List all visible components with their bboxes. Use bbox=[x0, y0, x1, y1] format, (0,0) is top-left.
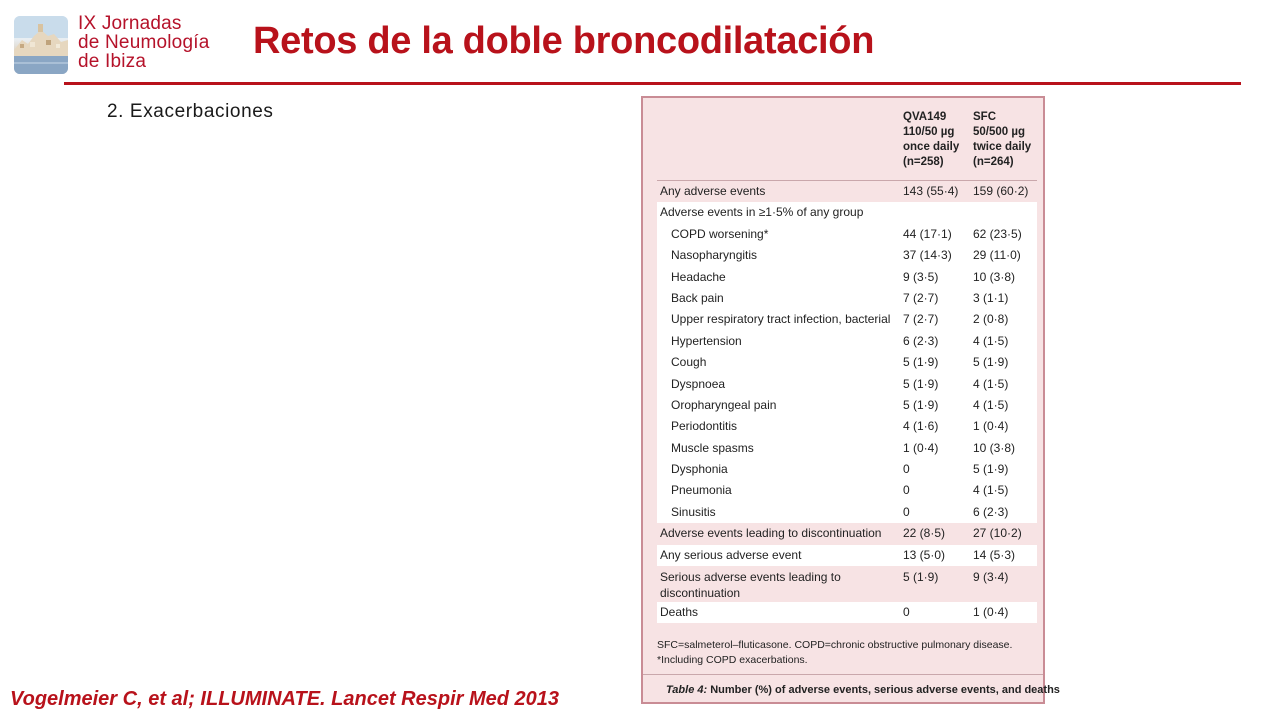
row-value-sfc: 14 (5·3) bbox=[973, 547, 1016, 562]
row-value-sfc: 27 (10·2) bbox=[973, 526, 1022, 541]
row-value-qva149: 13 (5·0) bbox=[903, 547, 946, 562]
table-row bbox=[657, 523, 1037, 544]
table-row bbox=[657, 352, 1037, 373]
row-label: Hypertension bbox=[671, 333, 742, 348]
row-value-sfc: 10 (3·8) bbox=[973, 269, 1016, 284]
caption-label: Table 4: bbox=[666, 684, 708, 696]
row-label: Periodontitis bbox=[671, 419, 738, 434]
table-row bbox=[657, 566, 1037, 602]
row-value-qva149: 0 bbox=[903, 504, 910, 519]
row-label: COPD worsening* bbox=[671, 226, 769, 241]
row-value-sfc: 4 (1·5) bbox=[973, 376, 1009, 391]
row-value-qva149: 143 (55·4) bbox=[903, 184, 959, 198]
footnote: SFC=salmeterol–fluticasone. COPD=chronic obstructive pulmonary disease. bbox=[657, 639, 1013, 651]
table-row bbox=[657, 288, 1037, 309]
row-label: Deaths bbox=[660, 605, 699, 620]
row-value-sfc: 4 (1·5) bbox=[973, 333, 1009, 348]
row-label: Adverse events in ≥1·5% of any group bbox=[660, 205, 864, 220]
header-line: SFC bbox=[973, 111, 996, 123]
slide-title: Retos de la doble broncodilatación bbox=[253, 20, 875, 62]
header-line: (n=258) bbox=[903, 156, 944, 168]
row-value-qva149: 5 (1·9) bbox=[903, 355, 939, 370]
row-value-sfc: 1 (0·4) bbox=[973, 605, 1009, 620]
table-row bbox=[657, 245, 1037, 266]
row-value-qva149: 0 bbox=[903, 483, 910, 498]
row-label: Sinusitis bbox=[671, 504, 716, 519]
table-row bbox=[657, 545, 1037, 566]
row-value-sfc: 6 (2·3) bbox=[973, 504, 1009, 519]
table-row bbox=[657, 202, 1037, 223]
row-value-qva149: 37 (14·3) bbox=[903, 248, 952, 263]
title-divider bbox=[64, 82, 1241, 85]
table-row bbox=[657, 309, 1037, 330]
row-value-qva149: 7 (2·7) bbox=[903, 290, 939, 305]
row-value-sfc: 5 (1·9) bbox=[973, 462, 1009, 477]
header-line: 50/500 µg bbox=[973, 126, 1026, 138]
table-row bbox=[657, 374, 1037, 395]
row-value-sfc: 29 (11·0) bbox=[973, 248, 1021, 263]
row-label: Muscle spasms bbox=[671, 440, 754, 455]
row-value-qva149: 7 (2·7) bbox=[903, 312, 939, 327]
table-row bbox=[657, 480, 1037, 501]
row-value-qva149: 1 (0·4) bbox=[903, 440, 939, 455]
row-label: Nasopharyngitis bbox=[671, 248, 758, 263]
table-row bbox=[657, 395, 1037, 416]
row-label: Pneumonia bbox=[671, 483, 732, 498]
table-row bbox=[657, 416, 1037, 437]
header-line: twice daily bbox=[973, 141, 1032, 153]
row-label: Cough bbox=[671, 355, 707, 370]
citation: Vogelmeier C, et al; ILLUMINATE. Lancet Respir Med 2013 bbox=[10, 688, 560, 710]
row-value-qva149: 5 (1·9) bbox=[903, 397, 939, 412]
row-label: Serious adverse events leading to discontinuation bbox=[660, 570, 841, 601]
slide-subtitle: 2. Exacerbaciones bbox=[107, 101, 274, 122]
row-value-sfc: 159 (60·2) bbox=[973, 184, 1029, 198]
row-value-qva149: 5 (1·9) bbox=[903, 376, 939, 391]
table-row bbox=[657, 267, 1037, 288]
table-row bbox=[657, 602, 1037, 623]
logo-line: de Ibiza bbox=[78, 51, 147, 72]
row-value-sfc: 10 (3·8) bbox=[973, 440, 1016, 455]
row-label: Oropharyngeal pain bbox=[671, 397, 777, 412]
row-value-sfc: 3 (1·1) bbox=[973, 290, 1009, 305]
row-label: Dysphonia bbox=[671, 462, 728, 477]
ibiza-town-image bbox=[14, 16, 68, 74]
row-label: Upper respiratory tract infection, bacterial bbox=[671, 312, 891, 327]
row-value-sfc: 5 (1·9) bbox=[973, 355, 1009, 370]
table-header bbox=[657, 98, 1037, 181]
row-label: Any serious adverse event bbox=[660, 547, 802, 562]
footnote: *Including COPD exacerbations. bbox=[657, 654, 808, 666]
header-qva149 bbox=[903, 110, 959, 170]
row-value-sfc: 4 (1·5) bbox=[973, 397, 1009, 412]
header-line: 110/50 µg bbox=[903, 126, 955, 138]
table-row bbox=[657, 224, 1037, 245]
table-row bbox=[657, 331, 1037, 352]
row-value-sfc: 2 (0·8) bbox=[973, 312, 1009, 327]
row-label: Dyspnoea bbox=[671, 376, 726, 391]
row-value-qva149: 4 (1·6) bbox=[903, 419, 939, 434]
row-label: Any adverse events bbox=[660, 184, 766, 198]
adverse-events-table bbox=[657, 98, 1037, 623]
row-label: Back pain bbox=[671, 290, 724, 305]
row-value-qva149: 9 (3·5) bbox=[903, 269, 939, 284]
row-value-qva149: 5 (1·9) bbox=[903, 570, 939, 585]
row-value-sfc: 1 (0·4) bbox=[973, 419, 1009, 434]
table-caption bbox=[643, 674, 1060, 696]
row-value-sfc: 4 (1·5) bbox=[973, 483, 1009, 498]
header-line: once daily bbox=[903, 141, 960, 153]
row-value-qva149: 6 (2·3) bbox=[903, 333, 939, 348]
row-value-sfc: 62 (23·5) bbox=[973, 226, 1022, 241]
event-logo-text bbox=[78, 14, 209, 71]
table-row bbox=[657, 459, 1037, 480]
row-label: Adverse events leading to discontinuation bbox=[660, 526, 882, 541]
row-label: Headache bbox=[671, 269, 726, 284]
table-footnotes bbox=[657, 638, 1037, 668]
table-row bbox=[657, 181, 1037, 202]
header-sfc bbox=[973, 110, 1031, 170]
row-value-qva149: 44 (17·1) bbox=[903, 226, 952, 241]
caption-text: Number (%) of adverse events, serious adverse events, and deaths bbox=[707, 684, 1060, 696]
table-row bbox=[657, 438, 1037, 459]
header-line: QVA149 bbox=[903, 111, 947, 123]
logo-line: de Neumología bbox=[78, 32, 210, 53]
header-line: (n=264) bbox=[973, 156, 1014, 168]
row-value-sfc: 9 (3·4) bbox=[973, 570, 1009, 585]
row-value-qva149: 0 bbox=[903, 462, 910, 477]
table-row bbox=[657, 502, 1037, 523]
table-figure bbox=[641, 96, 1060, 704]
logo-line: IX Jornadas bbox=[78, 13, 182, 34]
event-logo bbox=[14, 14, 234, 76]
row-value-qva149: 0 bbox=[903, 605, 910, 620]
row-value-qva149: 22 (8·5) bbox=[903, 526, 946, 541]
